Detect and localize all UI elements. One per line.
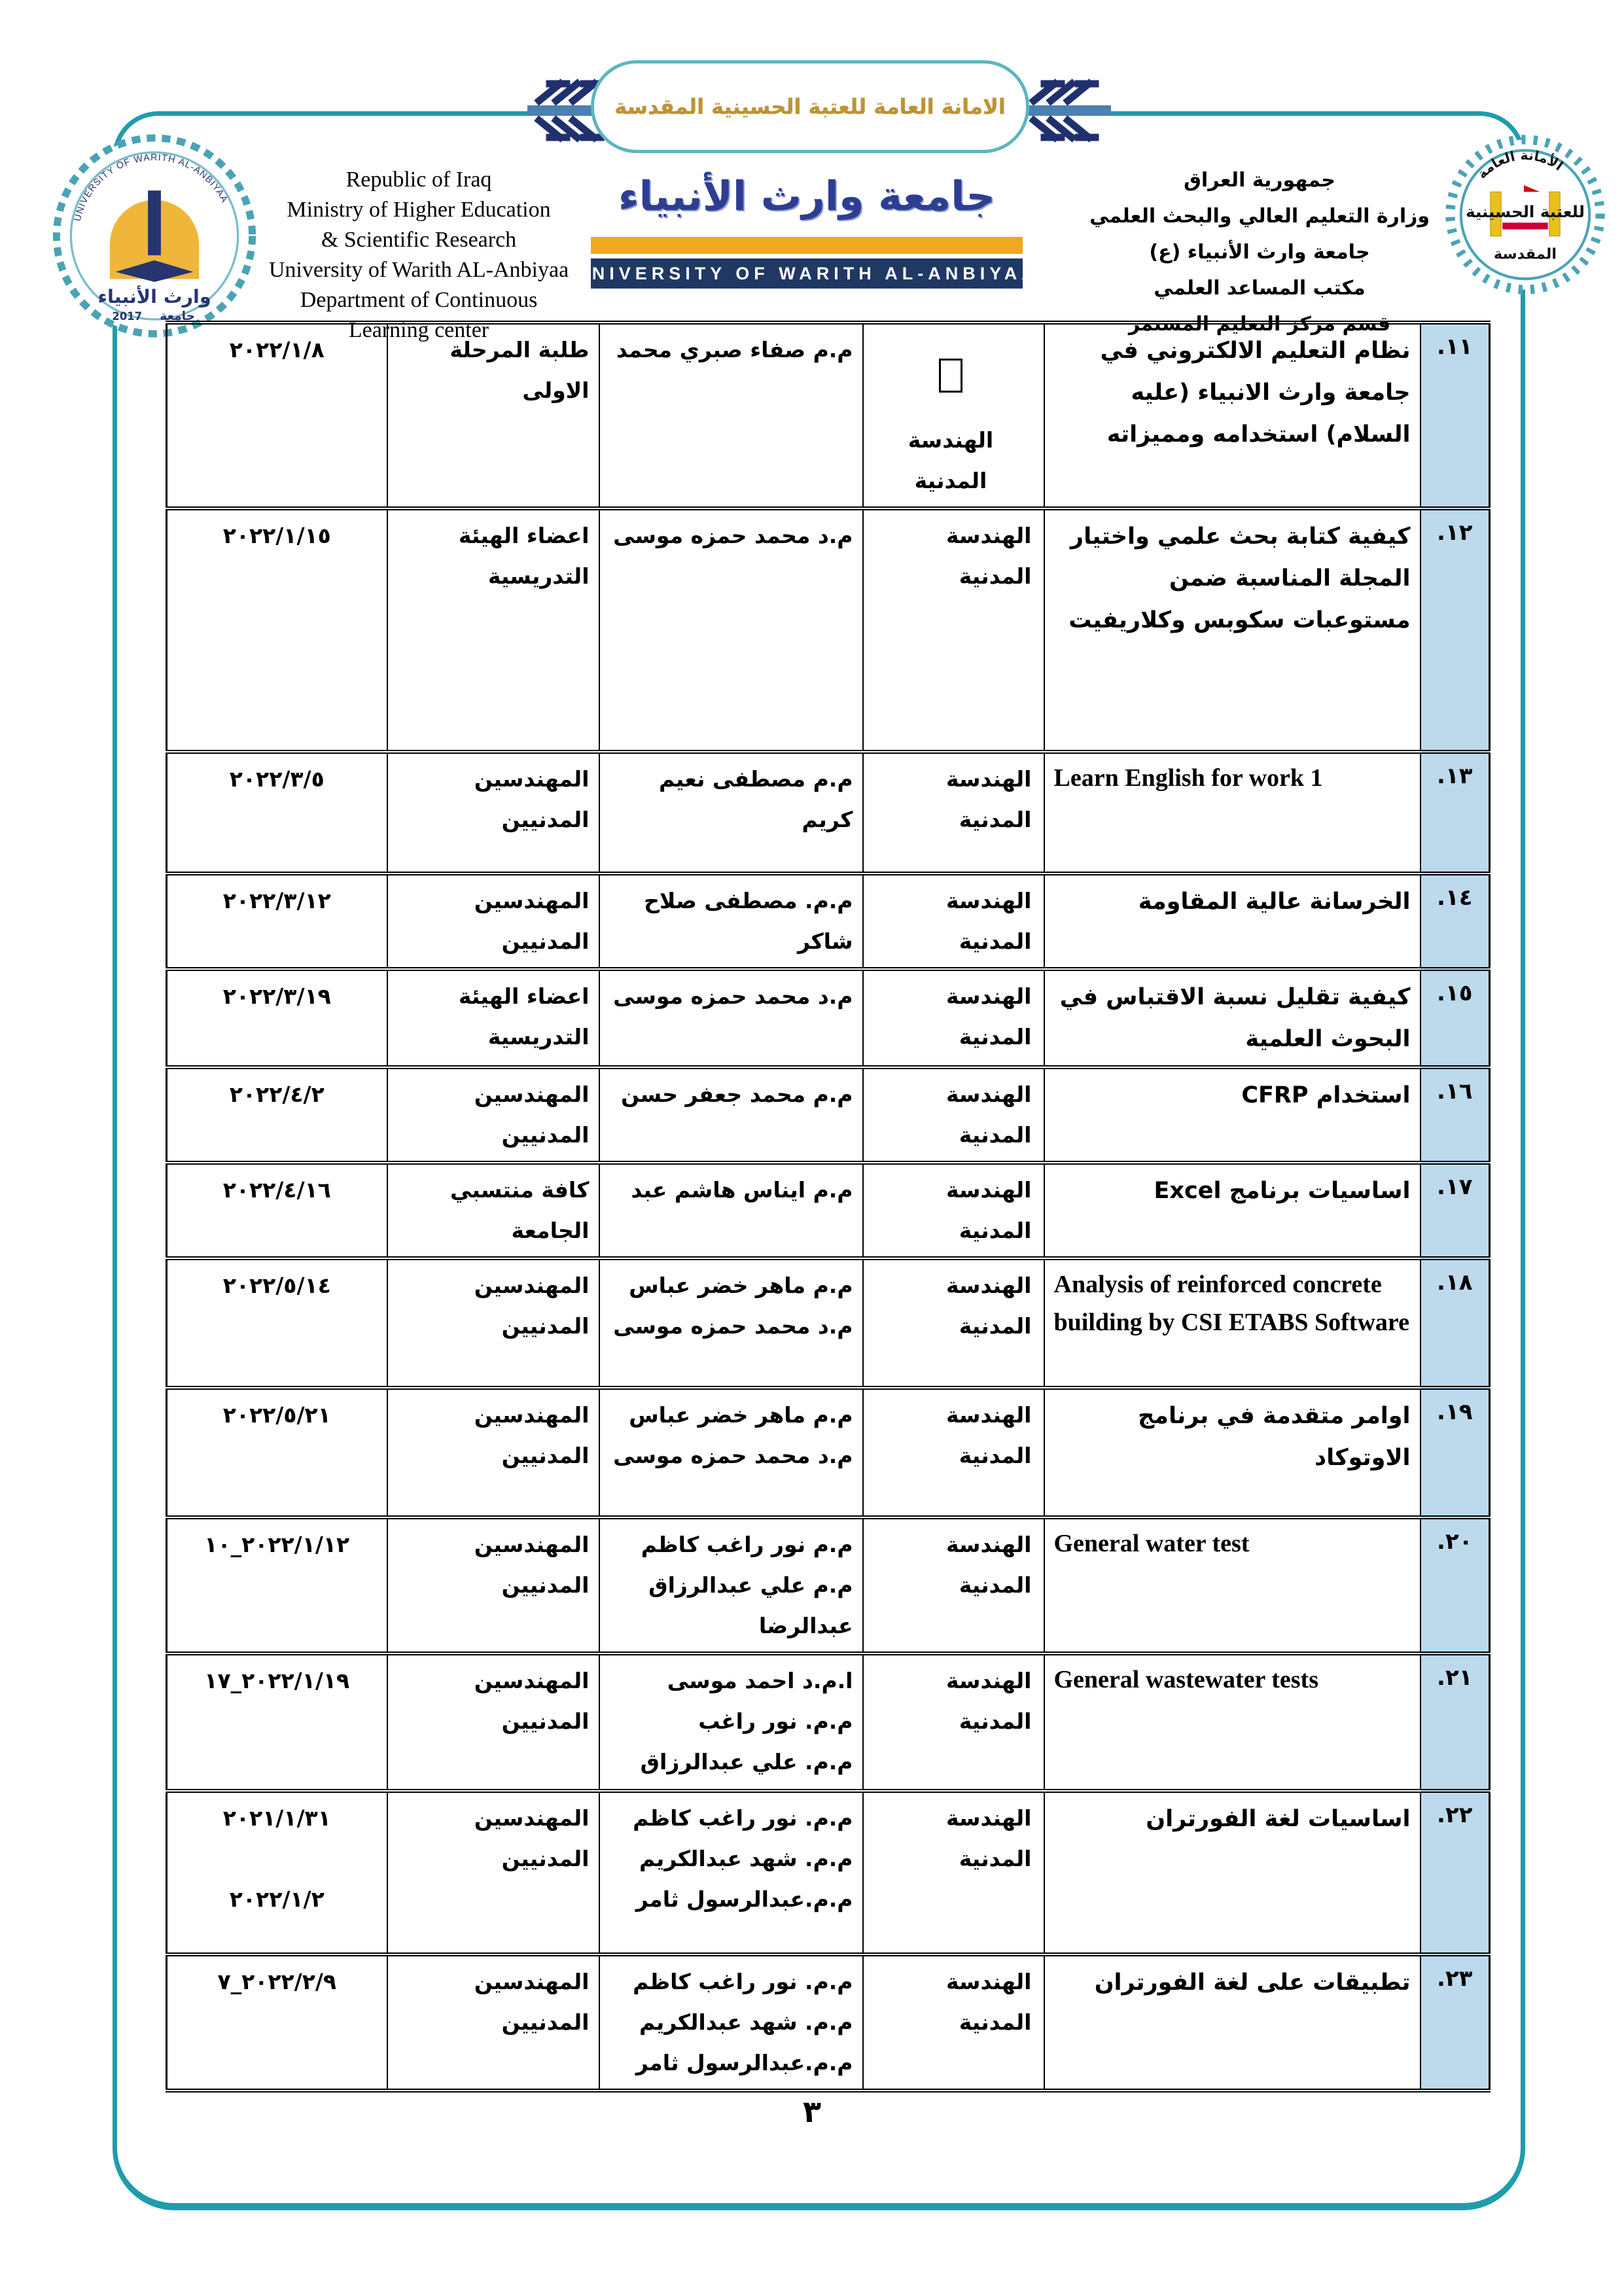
course-title: كيفية تقليل نسبة الاقتباس في البحوث العلمية <box>1059 984 1411 1052</box>
lecturer-name: م.م ماهر خضر عباس <box>629 1402 853 1428</box>
table-row <box>167 1163 1490 1258</box>
table-row <box>167 752 1490 874</box>
department-cell <box>863 969 1044 1067</box>
row-number-cell <box>1421 969 1490 1067</box>
courses-table <box>166 321 1491 2093</box>
header-line-ar: جامعة وارث الأنبياء (ع) <box>1149 241 1370 264</box>
department-cell <box>863 874 1044 969</box>
audience-cell <box>387 1954 599 2091</box>
lecturer-name: م.م ايناس هاشم عبد <box>631 1177 853 1203</box>
lecturer-name: م.م.عبدالرسول ثامر <box>635 2050 853 2075</box>
header-line-ar: قسم مركز التعليم المستمر <box>1128 313 1391 336</box>
lecturer-name: م.د محمد حمزه موسى <box>613 983 853 1009</box>
arabic-header-block <box>1047 162 1472 342</box>
lecturer-cell <box>599 874 863 969</box>
lecturer-cell <box>599 1517 863 1653</box>
lecturer-cell <box>599 1067 863 1163</box>
header-line-ar: مكتب المساعد العلمي <box>1154 277 1366 300</box>
course-title-cell <box>1044 1258 1421 1388</box>
date-cell <box>167 1791 387 1954</box>
lecturer-cell <box>599 1388 863 1517</box>
department-cell <box>863 1954 1044 2091</box>
table-row <box>167 1258 1490 1388</box>
lecturer-name: م.م نور راغب كاظم <box>641 1532 853 1557</box>
target-audience: كافة منتسبي الجامعة <box>450 1177 590 1243</box>
date-cell <box>167 1653 387 1791</box>
row-number: ١٨. <box>1437 1269 1473 1296</box>
header-line: Republic of Iraq <box>345 168 492 192</box>
audience-cell <box>387 874 599 969</box>
audience-cell <box>387 508 599 752</box>
course-title-cell <box>1044 1517 1421 1653</box>
table-row <box>167 1954 1490 2091</box>
department-name: الهندسة المدنية <box>946 1532 1032 1598</box>
target-audience: المهندسين المدنيين <box>474 888 590 954</box>
date-cell <box>167 1067 387 1163</box>
university-wordmark-logo <box>574 157 1039 289</box>
lecturer-name: ا.م.د احمد موسى <box>667 1668 853 1693</box>
department-cell <box>863 752 1044 874</box>
department-cell <box>863 1791 1044 1954</box>
row-number-cell <box>1421 1258 1490 1388</box>
seal-arc-text: UNIVERSITY OF WARITH AL-ANBIYAA <box>72 152 230 222</box>
department-cell <box>863 508 1044 752</box>
lecturer-name: م.م محمد جعفر حسن <box>620 1082 853 1107</box>
row-number: ١٧. <box>1437 1174 1473 1200</box>
target-audience: المهندسين المدنيين <box>474 1532 590 1598</box>
target-audience: طلبة المرحلة الاولى <box>450 337 590 403</box>
lecturer-cell <box>599 508 863 752</box>
row-number: ١٤. <box>1437 885 1473 911</box>
table-row <box>167 1067 1490 1163</box>
courses-table-wrap <box>166 321 1489 2093</box>
course-title-cell <box>1044 874 1421 969</box>
department-name: الهندسة المدنية <box>946 766 1032 832</box>
table-row <box>167 969 1490 1067</box>
audience-cell <box>387 1791 599 1954</box>
course-date: ٢٠٢٢/١/١٩_١٧ <box>204 1668 350 1693</box>
english-header-block <box>209 165 628 345</box>
row-number: ١٦. <box>1437 1078 1473 1104</box>
course-title-cell <box>1044 1954 1421 2091</box>
date-cell <box>167 874 387 969</box>
department-cell <box>863 1388 1044 1517</box>
row-number-cell <box>1421 1517 1490 1653</box>
lecturer-cell <box>599 1791 863 1954</box>
course-date: ٢٠٢٢/٥/١٤ <box>222 1273 331 1298</box>
row-number-cell <box>1421 1388 1490 1517</box>
department-cell <box>863 1258 1044 1388</box>
date-cell <box>167 1517 387 1653</box>
lecturer-name: م.م. شهد عبدالكريم <box>639 1846 853 1871</box>
course-title: Analysis of reinforced concrete building by CSI ETABS Software <box>1053 1271 1409 1336</box>
department-name: الهندسة المدنية <box>946 1805 1032 1871</box>
row-number-cell <box>1421 874 1490 969</box>
department-cell <box>863 323 1044 508</box>
course-title-cell <box>1044 969 1421 1067</box>
target-audience: المهندسين المدنيين <box>474 1668 590 1734</box>
date-cell <box>167 752 387 874</box>
target-audience: المهندسين المدنيين <box>474 1273 590 1339</box>
table-row <box>167 874 1490 969</box>
header-line: Ministry of Higher Education <box>287 198 551 222</box>
header-line-ar: وزارة التعليم العالي والبحث العلمي <box>1089 205 1430 228</box>
seal-year: 2017 <box>112 310 143 323</box>
row-number: ٢٢. <box>1437 1802 1473 1828</box>
row-number: ٢٣. <box>1437 1966 1473 1992</box>
audience-cell <box>387 1653 599 1791</box>
audience-cell <box>387 323 599 508</box>
lecturer-name: م.م. نور راغب كاظم <box>633 1805 853 1831</box>
date-cell <box>167 1163 387 1258</box>
seal-arabic-name: وارث الأنبياء <box>97 285 211 308</box>
row-number-cell <box>1421 1163 1490 1258</box>
course-title: كيفية كتابة بحث علمي واختيار المجلة المناسبة ضمن مستوعبات سكوبس وكلاريفيت <box>1068 523 1411 633</box>
department-name: الهندسة المدنية <box>946 1177 1032 1243</box>
shrine-emblem-logo <box>1438 126 1612 304</box>
row-number-cell <box>1421 508 1490 752</box>
department-cell <box>863 1517 1044 1653</box>
header-line: Department of Continuous <box>300 288 538 312</box>
target-audience: المهندسين المدنيين <box>474 1082 590 1148</box>
department-name: الهندسة المدنية <box>946 888 1032 954</box>
row-number: ٢٠. <box>1437 1528 1473 1555</box>
audience-cell <box>387 1163 599 1258</box>
emblem-center-text: للعتبة الحسينية <box>1466 202 1585 222</box>
date-cell <box>167 1258 387 1388</box>
course-date: ٢٠٢٢/٣/١٩ <box>222 983 331 1009</box>
row-number: ١٥. <box>1437 980 1473 1006</box>
department-name: الهندسة المدنية <box>946 1969 1032 2035</box>
department-name: الهندسة المدنية <box>946 523 1032 589</box>
row-number-cell <box>1421 752 1490 874</box>
department-cell <box>863 1067 1044 1163</box>
date-cell <box>167 969 387 1067</box>
university-name-bar: UNIVERSITY OF WARITH AL-ANBIYAA <box>591 258 1023 289</box>
university-arabic-calligraphy: جامعة وارث الأنبياء <box>618 172 996 220</box>
lecturer-cell <box>599 1954 863 2091</box>
missing-glyph-box <box>939 359 962 393</box>
course-title-cell <box>1044 1653 1421 1791</box>
target-audience: المهندسين المدنيين <box>474 1969 590 2035</box>
course-title: اساسيات برنامج Excel <box>1154 1178 1411 1204</box>
course-title-cell <box>1044 752 1421 874</box>
course-date: ٢٠٢١/١/٣١ <box>222 1805 331 1831</box>
date-cell <box>167 1388 387 1517</box>
header-line: University of Warith AL-Anbiyaa <box>268 258 569 282</box>
row-number: ١١. <box>1437 334 1473 360</box>
lecturer-cell <box>599 1653 863 1791</box>
table-row <box>167 508 1490 752</box>
department-name: الهندسة المدنية <box>946 1668 1032 1734</box>
course-title-cell <box>1044 1067 1421 1163</box>
course-date: ٢٠٢٢/٣/٥ <box>229 766 325 792</box>
course-title: استخدام CFRP <box>1241 1082 1411 1108</box>
page-number: ٣ <box>802 2094 822 2129</box>
course-title-cell <box>1044 1163 1421 1258</box>
lecturer-cell <box>599 1163 863 1258</box>
lecturer-name: م.د محمد حمزه موسى <box>613 523 853 548</box>
shrine-banner <box>591 60 1029 153</box>
course-title: اساسيات لغة الفورتران <box>1146 1806 1411 1832</box>
course-title: General water test <box>1053 1530 1250 1557</box>
course-date: ٢٠٢٢/١/١٥ <box>222 523 331 548</box>
emblem-red-band <box>1502 222 1548 229</box>
course-title: نظام التعليم الالكتروني في جامعة وارث الانبياء (عليه السلام) استخدامه ومميزاته <box>1100 338 1411 448</box>
course-date: ٢٠٢٢/١/٢ <box>229 1886 325 1912</box>
row-number: ١٢. <box>1437 520 1473 546</box>
course-date: ٢٠٢٢/١/١٢_١٠ <box>204 1532 350 1557</box>
lecturer-name: م.م.عبدالرسول ثامر <box>635 1886 853 1912</box>
shrine-banner-text: الامانة العامة للعتبة الحسينية المقدسة <box>614 94 1006 119</box>
course-title-cell <box>1044 323 1421 508</box>
row-number-cell <box>1421 1954 1490 2091</box>
lecturer-name: م.د محمد حمزه موسى <box>613 1443 853 1468</box>
department-name: الهندسة المدنية <box>946 983 1032 1050</box>
lecturer-name: م.م علي عبدالرزاق عبدالرضا <box>648 1572 853 1638</box>
department-name: الهندسة المدنية <box>946 1082 1032 1148</box>
seal-word: جامعة <box>160 309 196 324</box>
target-audience: المهندسين المدنيين <box>474 1805 590 1871</box>
lecturer-name: م.د محمد حمزه موسى <box>613 1313 853 1339</box>
row-number-cell <box>1421 1791 1490 1954</box>
audience-cell <box>387 752 599 874</box>
seal-minaret <box>148 190 161 255</box>
course-title: Learn English for work 1 <box>1053 764 1323 792</box>
row-number-cell <box>1421 1067 1490 1163</box>
course-title: General wastewater tests <box>1053 1666 1318 1693</box>
department-name: الهندسة المدنية <box>908 427 994 493</box>
course-date: ٢٠٢٢/٥/٢١ <box>222 1402 331 1428</box>
kufic-knot-ornament-right <box>1022 76 1111 145</box>
table-row <box>167 323 1490 508</box>
table-row <box>167 1791 1490 1954</box>
table-row <box>167 1653 1490 1791</box>
audience-cell <box>387 1258 599 1388</box>
course-title-cell <box>1044 1388 1421 1517</box>
row-number-cell <box>1421 1653 1490 1791</box>
course-title-cell <box>1044 1791 1421 1954</box>
target-audience: المهندسين المدنيين <box>474 1402 590 1468</box>
course-title: الخرسانة عالية المقاومة <box>1138 889 1411 915</box>
audience-cell <box>387 1388 599 1517</box>
lecturer-name: م.م. شهد عبدالكريم <box>639 2009 853 2035</box>
department-name: الهندسة المدنية <box>946 1402 1032 1468</box>
header-line-ar: جمهورية العراق <box>1184 169 1335 192</box>
course-title: تطبيقات على لغة الفورتران <box>1094 1969 1411 1996</box>
date-cell <box>167 1954 387 2091</box>
lecturer-name: م.م. نور راغب <box>698 1708 853 1734</box>
lecturer-name: م.م. نور راغب كاظم <box>633 1969 853 1994</box>
row-number: ١٩. <box>1437 1399 1473 1425</box>
course-date: ٢٠٢٢/١/٨ <box>229 337 325 362</box>
department-cell <box>863 1163 1044 1258</box>
header-line: Learning center <box>348 318 489 342</box>
lecturer-name: م.م ماهر خضر عباس <box>629 1273 853 1298</box>
emblem-bottom-text: المقدسة <box>1493 245 1557 263</box>
header-line: & Scientific Research <box>321 228 517 252</box>
course-date: ٢٠٢٢/٢/٩_٧ <box>217 1969 337 1994</box>
lecturer-name: م.م صفاء صبري محمد <box>616 337 853 362</box>
audience-cell <box>387 1067 599 1163</box>
row-number: ١٣. <box>1437 763 1473 789</box>
audience-cell <box>387 969 599 1067</box>
date-cell <box>167 508 387 752</box>
lecturer-name: م.م مصطفى نعيم كريم <box>659 766 853 832</box>
course-date: ٢٠٢٢/٤/١٦ <box>222 1177 331 1203</box>
lecturer-cell <box>599 323 863 508</box>
target-audience: اعضاء الهيئة التدريسية <box>458 523 590 589</box>
lecturer-cell <box>599 969 863 1067</box>
lecturer-cell <box>599 1258 863 1388</box>
lecturer-name: م.م. علي عبدالرزاق <box>640 1749 853 1775</box>
logo-yellow-bar <box>591 237 1023 254</box>
course-date: ٢٠٢٢/٣/١٢ <box>222 888 331 913</box>
target-audience: اعضاء الهيئة التدريسية <box>458 983 590 1050</box>
department-cell <box>863 1653 1044 1791</box>
course-title-cell <box>1044 508 1421 752</box>
table-row <box>167 1388 1490 1517</box>
emblem-top-text: الأمانة العامة <box>1474 147 1566 182</box>
row-number-cell <box>1421 323 1490 508</box>
target-audience: المهندسين المدنيين <box>474 766 590 832</box>
row-number: ٢١. <box>1437 1665 1473 1691</box>
lecturer-cell <box>599 752 863 874</box>
course-title: اوامر متقدمة في برنامج الاوتوكاد <box>1138 1403 1411 1471</box>
lecturer-name: م.م. مصطفى صلاح شاكر <box>644 888 853 954</box>
course-date: ٢٠٢٢/٤/٢ <box>229 1082 325 1107</box>
date-cell <box>167 323 387 508</box>
audience-cell <box>387 1517 599 1653</box>
department-name: الهندسة المدنية <box>946 1273 1032 1339</box>
courses-table-body <box>167 323 1490 2091</box>
table-row <box>167 1517 1490 1653</box>
